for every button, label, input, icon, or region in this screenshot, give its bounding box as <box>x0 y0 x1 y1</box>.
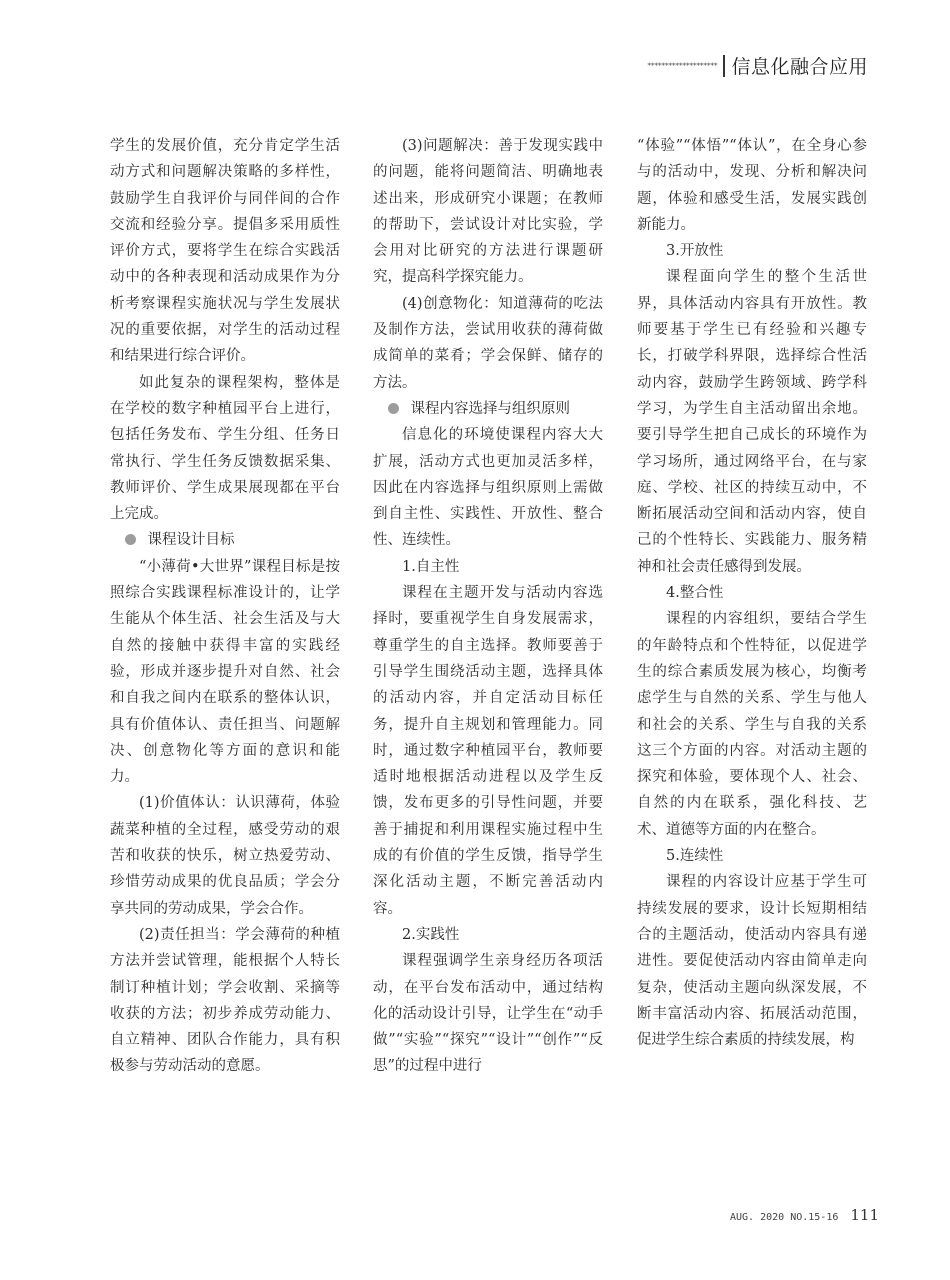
running-header <box>647 52 868 79</box>
section-title: 信息化融合应用 <box>731 56 868 78</box>
paragraph: 如此复杂的课程架构，整体是在学校的数字种植园平台上进行，包括任务发布、学生分组、任务日常执行、学生任务反馈数据采集、教师评价、学生成果展现都在平台上完成。 <box>110 374 340 523</box>
subheading: 3.开放性 <box>666 243 724 260</box>
issue-info: AUG. 2020 NO.15-16 <box>730 1212 839 1223</box>
bullet-icon <box>125 534 136 545</box>
heading-text: 课程设计目标 <box>147 532 235 549</box>
paragraph: 课程的内容设计应基于学生可持续发展的要求，设计长短期相结合的主题活动，使活动内容具有递进性。要促使活动内容由简单走向复杂，使活动主题向纵深发展，不断丰富活动内容、拓展活动范围，促进学生综合素质的持续发展，构 <box>637 874 867 1049</box>
subheading: 5.连续性 <box>666 848 724 865</box>
text-column-2 <box>373 133 603 1080</box>
page-number: 111 <box>850 1206 880 1224</box>
paragraph: 学生的发展价值，充分肯定学生活动方式和问题解决策略的多样性，鼓励学生自我评价与同伴间的合作交流和经验分享。提倡多采用质性评价方式，要将学生在综合实践活动中的各种表现和活动成果作为分析考察课程实施状况与学生发展状况的重要依据，对学生的活动过程和结果进行综合评价。 <box>110 138 340 365</box>
paragraph: 课程在主题开发与活动内容选择时，要重视学生自身发展需求，尊重学生的自主选择。教师要善于引导学生围绕活动主题，选择具体的活动内容，并自定活动目标任务，提升自主规划和管理能力。同时，通过数字种植园平台，教师要适时地根据活动进程以及学生反馈，发布更多的引导性问题，并要善于捕捉和利用课程实施过程中生成的有价值的学生反馈，指导学生深化活动主题，不断完善活动内容。 <box>373 585 603 917</box>
paragraph: 信息化的环境使课程内容大大扩展，活动方式也更加灵活多样，因此在内容选择与组织原则上需做到自主性、实践性、开放性、整合性、连续性。 <box>373 427 603 549</box>
text-column-3 <box>637 133 867 1053</box>
subheading: 2.实践性 <box>402 926 460 943</box>
paragraph: (3)问题解决：善于发现实践中的问题，能将问题简洁、明确地表述出来，形成研究小课题；在教师的帮助下，尝试设计对比实验，学会用对比研究的方法进行课题研究，提高科学探究能力。 <box>373 138 603 286</box>
section-heading <box>110 527 340 553</box>
bullet-icon <box>388 403 399 414</box>
text-column-1 <box>110 133 340 1080</box>
paragraph: (4)创意物化：知道薄荷的吃法及制作方法，尝试用收获的薄荷做成简单的菜肴；学会保鲜、储存的方法。 <box>373 295 603 391</box>
paragraph: 课程面向学生的整个生活世界，具体活动内容具有开放性。教师要基于学生已有经验和兴趣专长，打破学科界限，选择综合性活动内容，鼓励学生跨领域、跨学科学习，为学生自主活动留出余地。要引导学生把自己成长的环境作为学习场所，通过网络平台，在与家庭、学校、社区的持续互动中，不断拓展活动空间和活动内容，使自己的个性特长、实践能力、服务精神和社会责任感得到发展。 <box>637 269 867 575</box>
page-footer <box>730 1206 879 1224</box>
heading-text: 课程内容选择与组织原则 <box>410 400 570 417</box>
paragraph: 课程强调学生亲身经历各项活动，在平台发布活动中，通过结构化的活动设计引导，让学生在“动手做”“实验”“探究”“设计”“创作”“反思”的过程中进行 <box>373 953 603 1075</box>
header-divider <box>723 55 725 77</box>
paragraph: (2)责任担当：学会薄荷的种植方法并尝试管理，能根据个人特长制订种植计划；学会收割、采摘等收获的方法；初步养成劳动能力、自立精神、团队合作能力，具有积极参与劳动活动的意愿。 <box>110 926 340 1075</box>
paragraph: “体验”“体悟”“体认”，在全身心参与的活动中，发现、分析和解决问题，体验和感受生活，发展实践创新能力。 <box>637 138 867 233</box>
paragraph: “小薄荷•大世界”课程目标是按照综合实践课程标准设计的，让学生能从个体生活、社会生活及与大自然的接触中获得丰富的实践经验，形成并逐步提升对自然、社会和自我之间内在联系的整体认识，具有价值体认、责任担当、问题解决、创意物化等方面的意识和能力。 <box>110 558 340 786</box>
subheading: 1.自主性 <box>402 558 460 575</box>
paragraph: 课程的内容组织，要结合学生的年龄特点和个性特征，以促进学生的综合素质发展为核心，均衡考虑学生与自然的关系、学生与他人和社会的关系、学生与自我的关系这三个方面的内容。对活动主题的探究和体验，要体现个人、社会、自然的内在联系，强化科技、艺术、道德等方面的内在整合。 <box>637 611 867 838</box>
paragraph: (1)价值体认：认识薄荷，体验蔬菜种植的全过程，感受劳动的艰苦和收获的快乐，树立热爱劳动、珍惜劳动成果的优良品质；学会分享共同的劳动成果，学会合作。 <box>110 795 340 917</box>
subheading: 4.整合性 <box>666 585 724 602</box>
header-decoration: ******************** <box>647 61 718 70</box>
section-heading <box>373 396 603 422</box>
